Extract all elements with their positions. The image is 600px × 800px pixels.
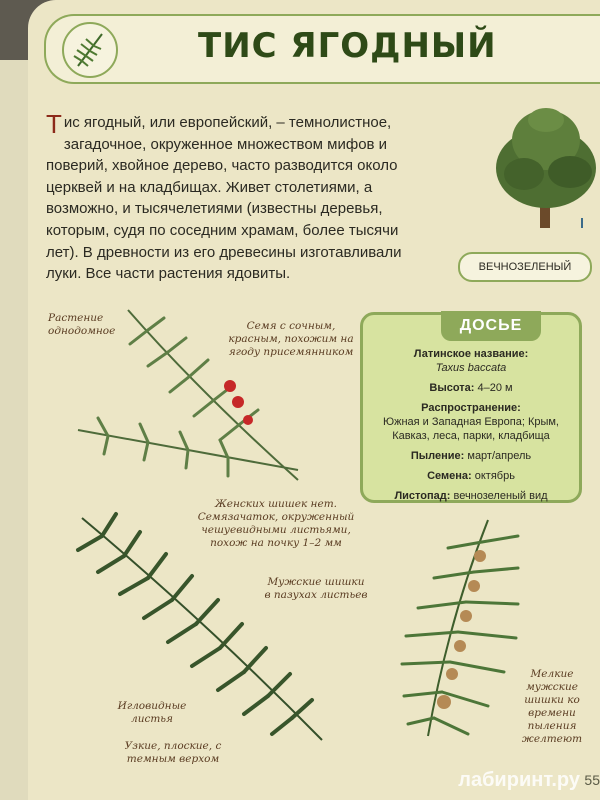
seeds-value: октябрь [474, 470, 515, 482]
intro-text: ис ягодный, или европейский, – темнолистное, загадочное, окруженное множеством мифов и поверий, хвойное дерево, часто разводится около церквей и на кладбищах. Живет столетиями, а возможно, и тысячелетиями (известны деревья, которым, судя по соседним храмам, более тысячи лет). В древности из его древесины изготавливали луки. Все части растения ядовиты. [46, 114, 402, 283]
book-page [28, 0, 600, 800]
note-male: Мужские шишки в пазухах листьев [264, 576, 368, 601]
dust-row [369, 449, 573, 463]
note-needles: Игловидные листья [117, 700, 187, 725]
height-label: Высота: [429, 382, 475, 394]
fall-row [369, 489, 573, 503]
height-row [369, 381, 573, 395]
yew-sprig-icon [62, 22, 118, 78]
note-seeds: Семя с сочным, красным, похожим на ягоду присемянником [228, 320, 354, 358]
note-small: Мелкие мужские шишки ко времени пыления желтеют [521, 668, 583, 745]
intro-paragraph [46, 109, 416, 285]
dossier-card [360, 312, 582, 503]
dust-label: Пыление: [410, 450, 465, 462]
site-watermark: лабиринт.ру [458, 769, 580, 791]
latin-value: Taxus baccata [435, 362, 507, 374]
page-number: 55 [584, 772, 600, 788]
tree-illustration [494, 106, 598, 236]
dust-value: март/апрель [467, 450, 532, 462]
latin-label: Латинское название: [413, 348, 529, 360]
height-value: 4–20 м [477, 382, 513, 394]
spread-label: Распространение: [421, 402, 521, 414]
spread-row [369, 401, 573, 443]
latin-row [369, 347, 573, 375]
seeds-label: Семена: [427, 470, 472, 482]
dossier-heading: ДОСЬЕ [441, 311, 541, 341]
note-female: Женских шишек нет. Семязачаток, окруженный чешуевидными листьями, похож на почку 1–2 мм [197, 498, 355, 549]
note-narrow: Узкие, плоские, с темным верхом [124, 740, 222, 765]
spread-value: Южная и Западная Европа; Крым, Кавказ, леса, парки, кладбища [383, 416, 559, 442]
page-title: ТИС ЯГОДНЫЙ [198, 26, 497, 66]
note-monoecious: Растение однодомное [48, 312, 116, 337]
fall-label: Листопад: [394, 490, 451, 502]
evergreen-tag: ВЕЧНОЗЕЛЕНЫЙ [458, 252, 592, 282]
fall-value: вечнозеленый вид [453, 490, 548, 502]
seeds-row [369, 469, 573, 483]
dossier-body [369, 347, 573, 509]
drop-cap: Т [46, 109, 62, 139]
